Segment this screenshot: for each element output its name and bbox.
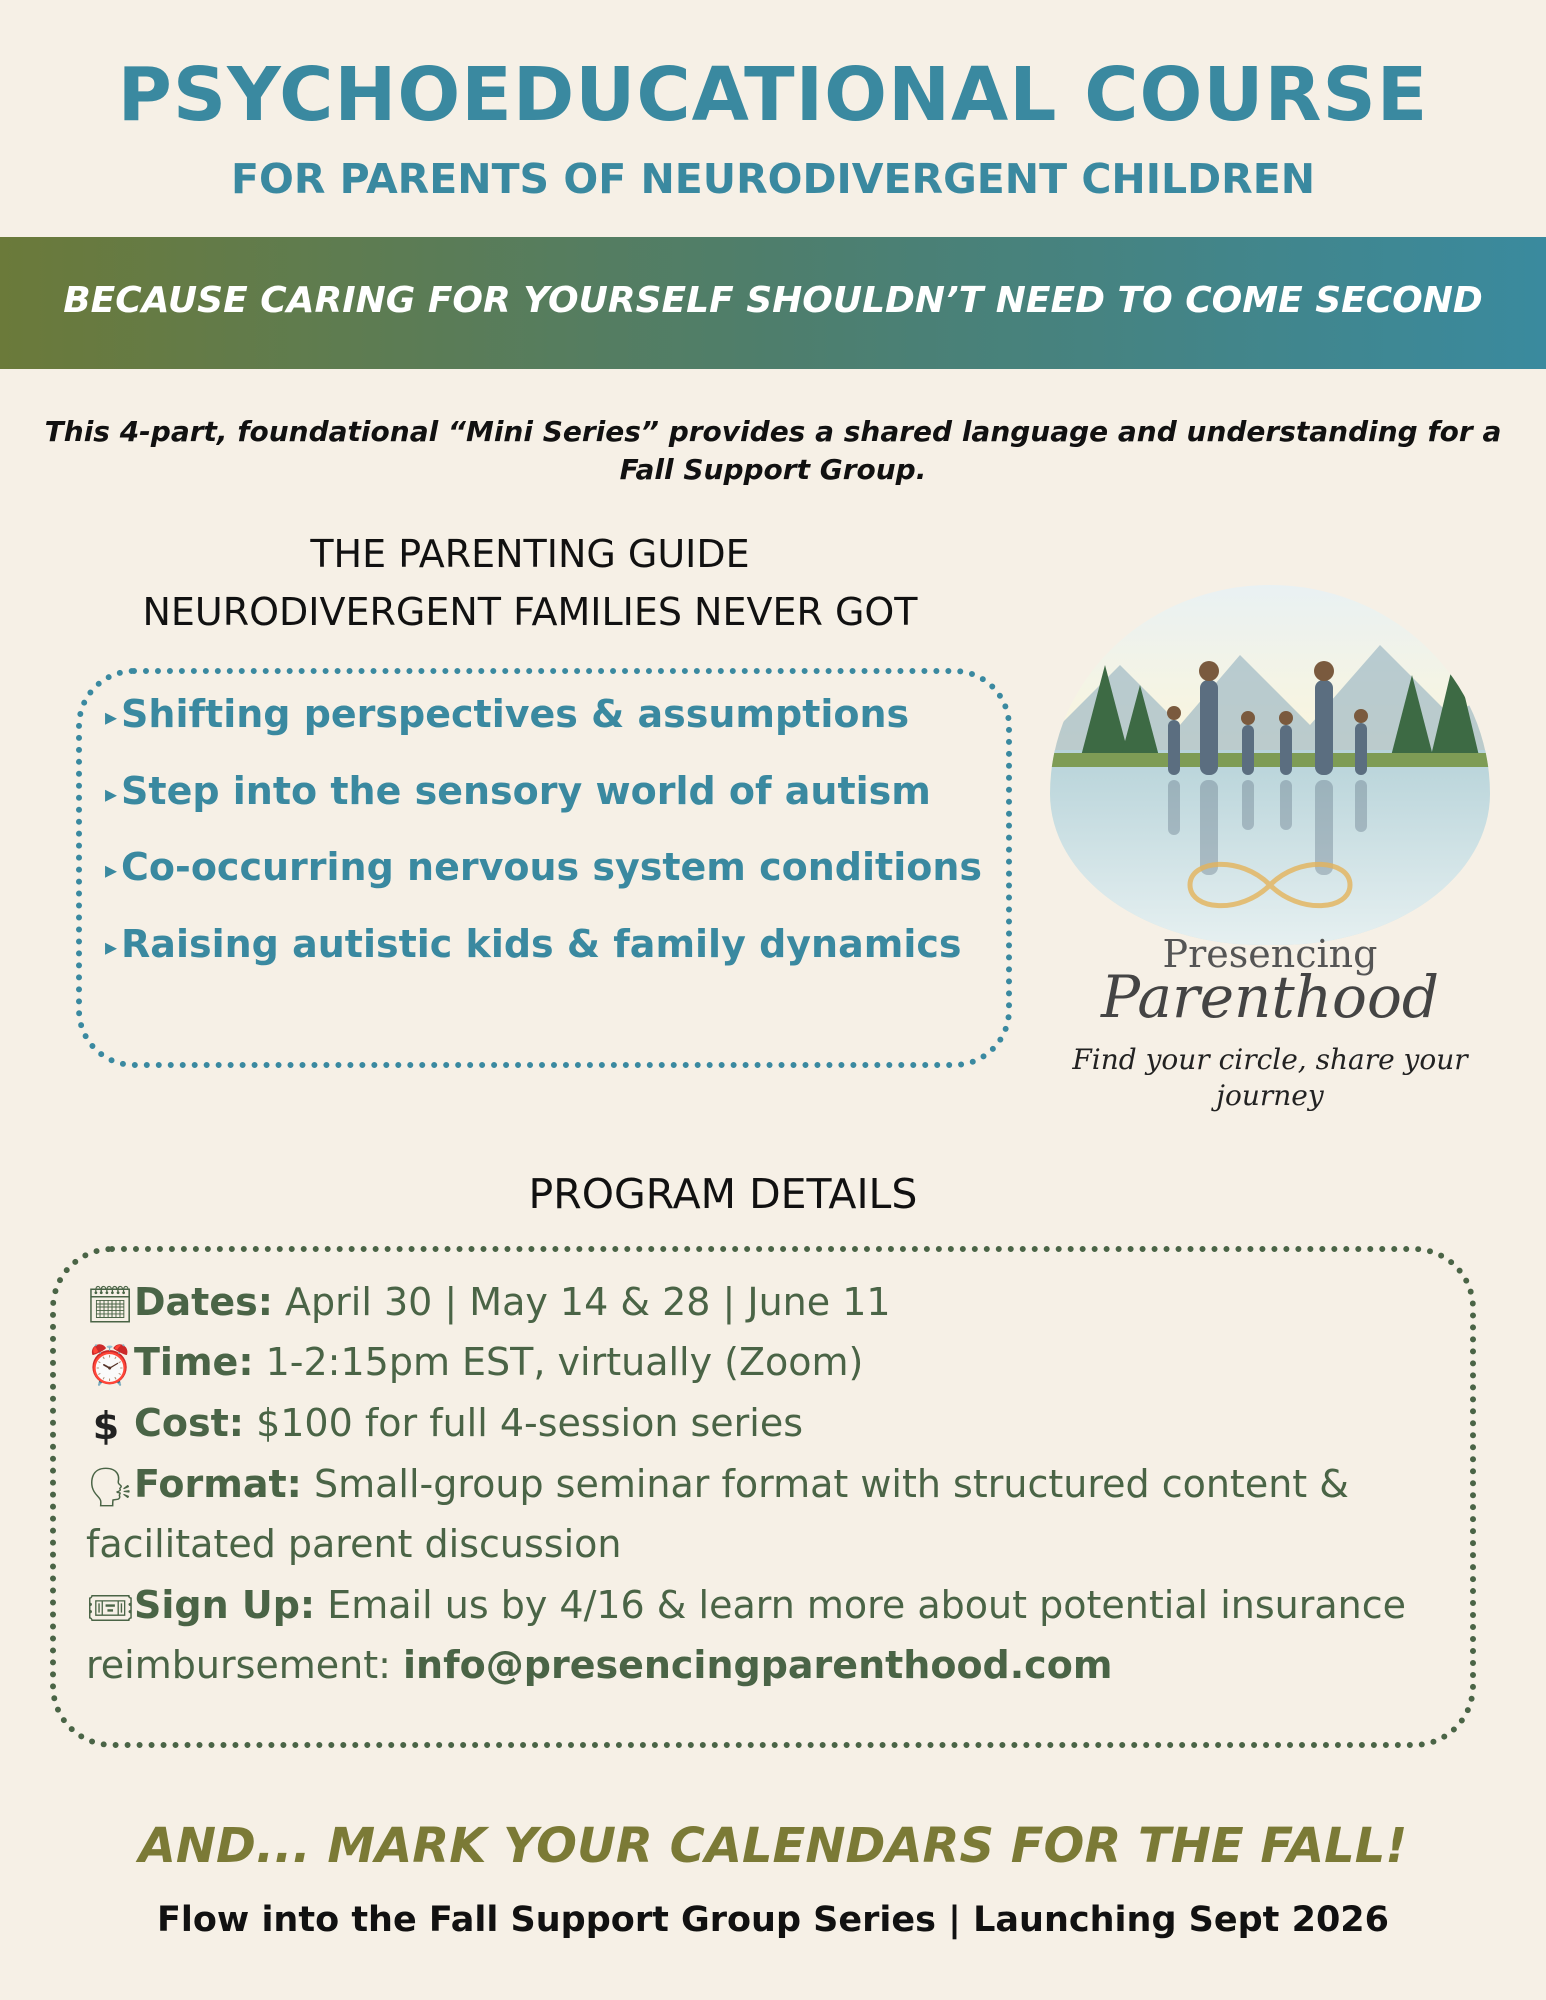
dates-value: April 30 | May 14 & 28 | June 11	[285, 1280, 891, 1324]
ticket-icon: 🎟	[86, 1585, 135, 1630]
topic-label: Co-occurring nervous system conditions	[121, 845, 983, 889]
guide-heading-line2: NEURODIVERGENT FAMILIES NEVER GOT	[142, 590, 918, 634]
guide-heading-line1: THE PARENTING GUIDE	[310, 532, 750, 576]
banner-text: BECAUSE CARING FOR YOURSELF SHOULDN’T NEED TO COME SECOND	[63, 280, 1483, 321]
format-label: Format:	[134, 1462, 302, 1506]
cost-label: Cost:	[134, 1401, 244, 1445]
triangle-bullet-icon: ▸	[105, 932, 118, 961]
page-title: PSYCHOEDUCATIONAL COURSE	[117, 52, 1429, 138]
program-details-heading: PROGRAM DETAILS	[528, 1170, 918, 1218]
fall-heading: AND... MARK YOUR CALENDARS FOR THE FALL!	[138, 1818, 1408, 1874]
calendar-icon: 🗓	[86, 1282, 135, 1327]
detail-cost	[86, 1393, 1466, 1453]
detail-format	[86, 1454, 1466, 1574]
detail-dates	[86, 1272, 1466, 1332]
detail-signup	[86, 1575, 1466, 1695]
time-value: 1-2:15pm EST, virtually (Zoom)	[265, 1340, 864, 1384]
dates-label: Dates:	[134, 1280, 273, 1324]
brand-name-line2: Parenthood	[1100, 963, 1440, 1031]
topic-label: Step into the sensory world of autism	[121, 769, 931, 813]
triangle-bullet-icon: ▸	[105, 702, 118, 731]
topic-item	[105, 769, 1015, 813]
fall-subheading: Flow into the Fall Support Group Series | Launching Sept 2026	[156, 1900, 1390, 1940]
topic-item	[105, 922, 1015, 966]
alarm-clock-icon: ⏰	[86, 1342, 134, 1387]
topic-label: Raising autistic kids & family dynamics	[121, 922, 962, 966]
guide-heading	[60, 525, 1000, 641]
topic-label: Shifting perspectives & assumptions	[121, 692, 910, 736]
time-label: Time:	[134, 1340, 254, 1384]
page-subtitle: FOR PARENTS OF NEURODIVERGENT CHILDREN	[230, 155, 1316, 203]
dollar-icon: $	[92, 1403, 120, 1448]
topic-item	[105, 845, 1015, 889]
triangle-bullet-icon: ▸	[105, 855, 118, 884]
signup-email-link[interactable]: info@presencingparenthood.com	[403, 1643, 1113, 1687]
format-value: Small-group seminar format with structured content & facilitated parent discussion	[86, 1462, 1349, 1566]
brand-name-line1: Presencing	[1162, 932, 1378, 976]
intro-text: This 4-part, foundational “Mini Series” provides a shared language and understanding for a Fall Support Group.	[44, 415, 1502, 486]
cost-value: $100 for full 4-session series	[256, 1401, 804, 1445]
signup-value: Email us by 4/16 & learn more about potential insurance reimbursement:	[86, 1583, 1406, 1687]
topic-item	[105, 692, 1015, 736]
brand-tagline: Find your circle, share your journey	[1072, 1043, 1468, 1112]
detail-time	[86, 1332, 1466, 1392]
triangle-bullet-icon: ▸	[105, 779, 118, 808]
signup-label: Sign Up:	[134, 1583, 316, 1627]
speaking-head-icon: 🗣	[86, 1464, 135, 1509]
family-lake-illustration	[1050, 585, 1490, 945]
